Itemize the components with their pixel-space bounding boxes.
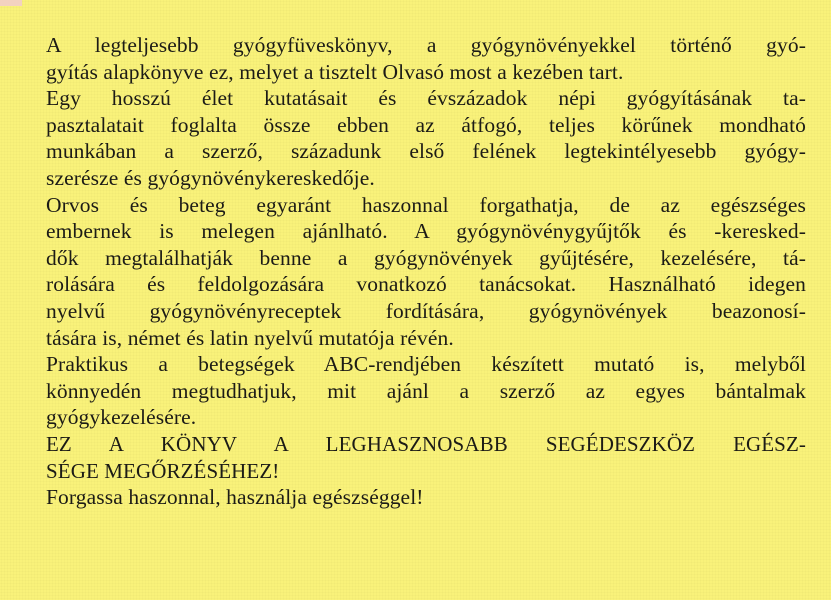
text-line: munkában a szerző, századunk első felének legtekintélyesebb gyógy- xyxy=(46,139,806,164)
text-line: rolására és feldolgozására vonatkozó tanácsokat. Használható idegen xyxy=(46,272,806,297)
paragraph xyxy=(46,431,806,484)
text-line: pasztalatait foglalta össze ebben az átfogó, teljes körűnek mondható xyxy=(46,112,806,137)
text-line: könnyedén megtudhatjuk, mit ajánl a szerző az egyes bántalmak xyxy=(46,378,806,403)
text-line: Orvos és beteg egyaránt haszonnal forgathatja, de az egészséges xyxy=(46,192,806,217)
corner-stain xyxy=(0,0,22,6)
paragraph xyxy=(46,32,806,85)
text-line: gyógykezelésére. xyxy=(46,405,197,430)
text-line: nyelvű gyógynövényreceptek fordítására, gyógynövények beazonosí- xyxy=(46,298,806,323)
paragraph xyxy=(46,351,806,431)
text-line: embernek is melegen ajánlható. A gyógynövénygyűjtők és -keresked- xyxy=(46,219,806,244)
blurb-text xyxy=(46,32,806,511)
text-line: Egy hosszú élet kutatásait és évszázadok népi gyógyításának ta- xyxy=(46,86,806,111)
text-line: SÉGE MEGŐRZÉSÉHEZ! xyxy=(46,458,280,483)
text-line: dők megtalálhatják benne a gyógynövények gyűjtésére, kezelésére, tá- xyxy=(46,245,806,270)
text-line: Forgassa haszonnal, használja egészséggel! xyxy=(46,485,424,510)
paragraph xyxy=(46,484,806,511)
text-line: gyítás alapkönyve ez, melyet a tisztelt Olvasó most a kezében tart. xyxy=(46,59,624,84)
text-line: A legteljesebb gyógyfüveskönyv, a gyógynövényekkel történő gyó- xyxy=(46,33,806,57)
paragraph xyxy=(46,192,806,352)
paragraph xyxy=(46,85,806,191)
text-line: szerésze és gyógynövénykereskedője. xyxy=(46,165,375,190)
text-line: tására is, német és latin nyelvű mutatója révén. xyxy=(46,325,454,350)
text-line: EZ A KÖNYV A LEGHASZNOSABB SEGÉDESZKÖZ EGÉSZ- xyxy=(46,431,806,456)
text-line: Praktikus a betegségek ABC-rendjében készített mutató is, melyből xyxy=(46,352,806,377)
